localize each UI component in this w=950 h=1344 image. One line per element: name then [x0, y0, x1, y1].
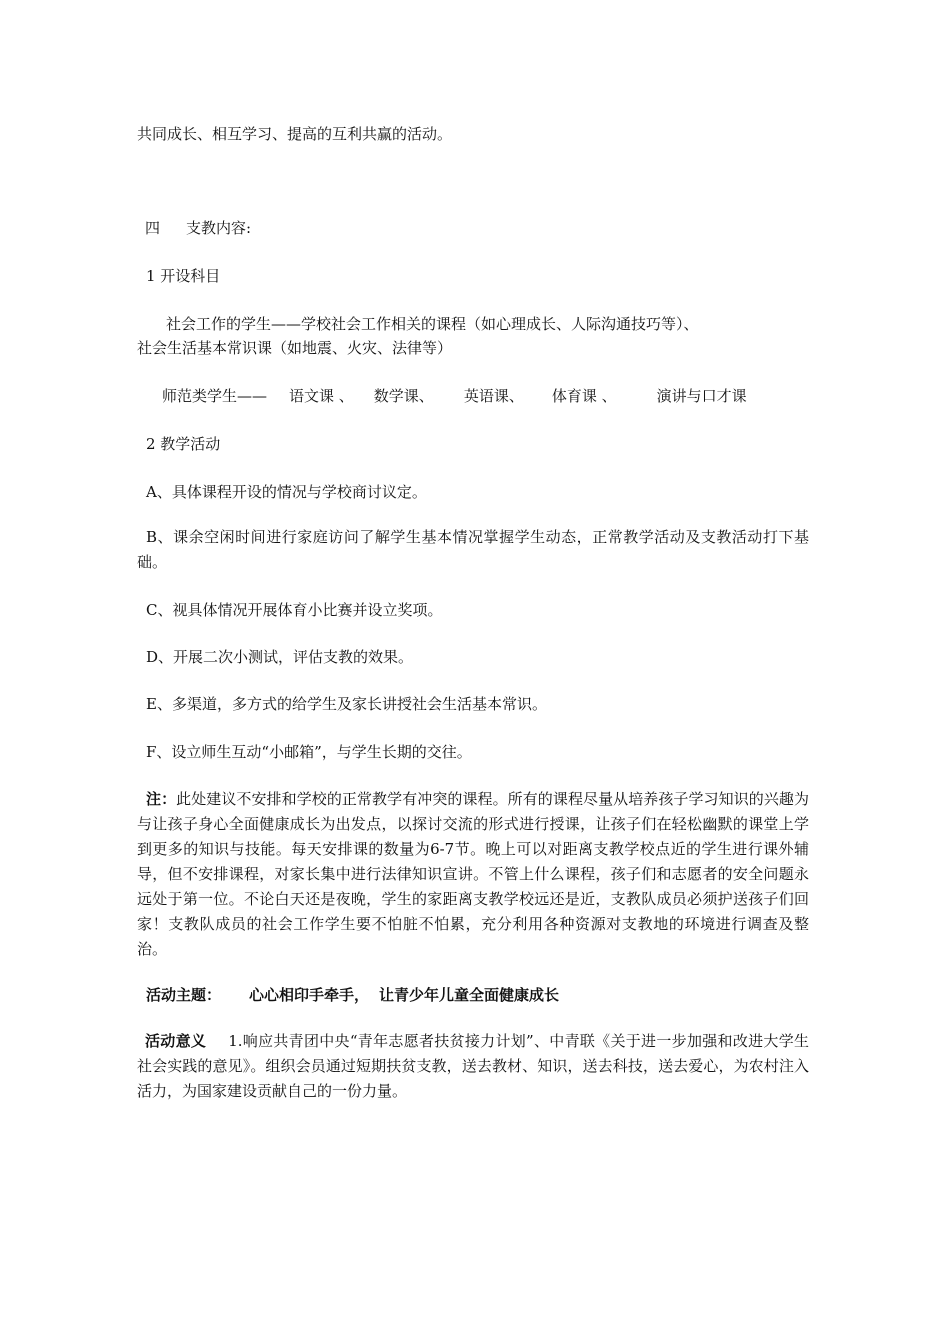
course-speech: 演讲与口才课	[656, 387, 747, 405]
theme-label: 活动主题：	[146, 986, 222, 1004]
section4-number: 四	[145, 219, 161, 237]
activity-item-c: C、视具体情况开展体育小比赛并设立奖项。	[146, 601, 443, 619]
meaning-text: 1.响应共青团中央“青年志愿者扶贫接力计划”、中青联《关于进一步加强和改进大学生社会实践的意见》。组织会员通过短期扶贫支教，送去教材、知识，送去科技，送去爱心，为农村注入活力，为国家建设贡献自己的一份力量。	[137, 1032, 809, 1100]
note-paragraph	[137, 787, 809, 962]
course-math: 数学课、	[373, 387, 434, 405]
theme-part1: 心心相印手牵手，	[249, 986, 370, 1004]
social-work-courses-line1: 社会工作的学生——学校社会工作相关的课程（如心理成长、人际沟通技巧等）、	[166, 315, 699, 333]
activities-heading: 2 教学活动	[146, 435, 221, 453]
activity-item-d: D、开展二次小测试，评估支教的效果。	[146, 648, 414, 666]
activity-item-f: F、设立师生互动“小邮箱”，与学生长期的交往。	[146, 743, 472, 761]
intro-tail-text: 共同成长、相互学习、提高的互利共赢的活动。	[137, 125, 453, 143]
note-label: 注：	[146, 790, 177, 808]
section4-heading	[145, 216, 825, 240]
activity-item-a: A、具体课程开设的情况与学校商讨议定。	[146, 483, 427, 501]
subjects-heading: 1 开设科目	[146, 267, 221, 285]
activity-item-b: B、课余空闲时间进行家庭访问了解学生基本情况掌握学生动态，正常教学活动及支教活动打下基础。	[137, 528, 809, 571]
meaning-label: 活动意义	[145, 1032, 207, 1050]
section4-title: 支教内容:	[186, 219, 252, 237]
theme-part2: 让青少年儿童全面健康成长	[379, 986, 560, 1004]
activity-theme	[146, 983, 826, 1007]
normal-students-label: 师范类学生——	[162, 387, 268, 405]
social-work-courses-line2: 社会生活基本常识课（如地震、火灾、法律等）	[137, 339, 453, 357]
course-chinese: 语文课 、	[289, 387, 354, 405]
note-text: 此处建议不安排和学校的正常教学有冲突的课程。所有的课程尽量从培养孩子学习知识的兴趣为与让孩子身心全面健康成长为出发点，以探讨交流的形式进行授课，让孩子们在轻松幽默的课堂上学到更多的知识与技能。每天安排课的数量为6-7节。晚上可以对距离支教学校点近的学生进行课外辅导，但不安排课程，对家长集中进行法律知识宣讲。不管上什么课程，孩子们和志愿者的安全问题永远处于第一位。不论白天还是夜晚，学生的家距离支教学校远还是近，支教队成员必须护送孩子们回家！支教队成员的社会工作学生要不怕脏不怕累，充分利用各种资源对支教地的环境进行调查及整治。	[137, 790, 809, 958]
normal-students-courses	[162, 384, 842, 408]
course-pe: 体育课 、	[551, 387, 617, 405]
course-english: 英语课、	[463, 387, 524, 405]
meaning-paragraph	[137, 1029, 809, 1104]
activity-item-e: E、多渠道，多方式的给学生及家长讲授社会生活基本常识。	[146, 695, 547, 713]
